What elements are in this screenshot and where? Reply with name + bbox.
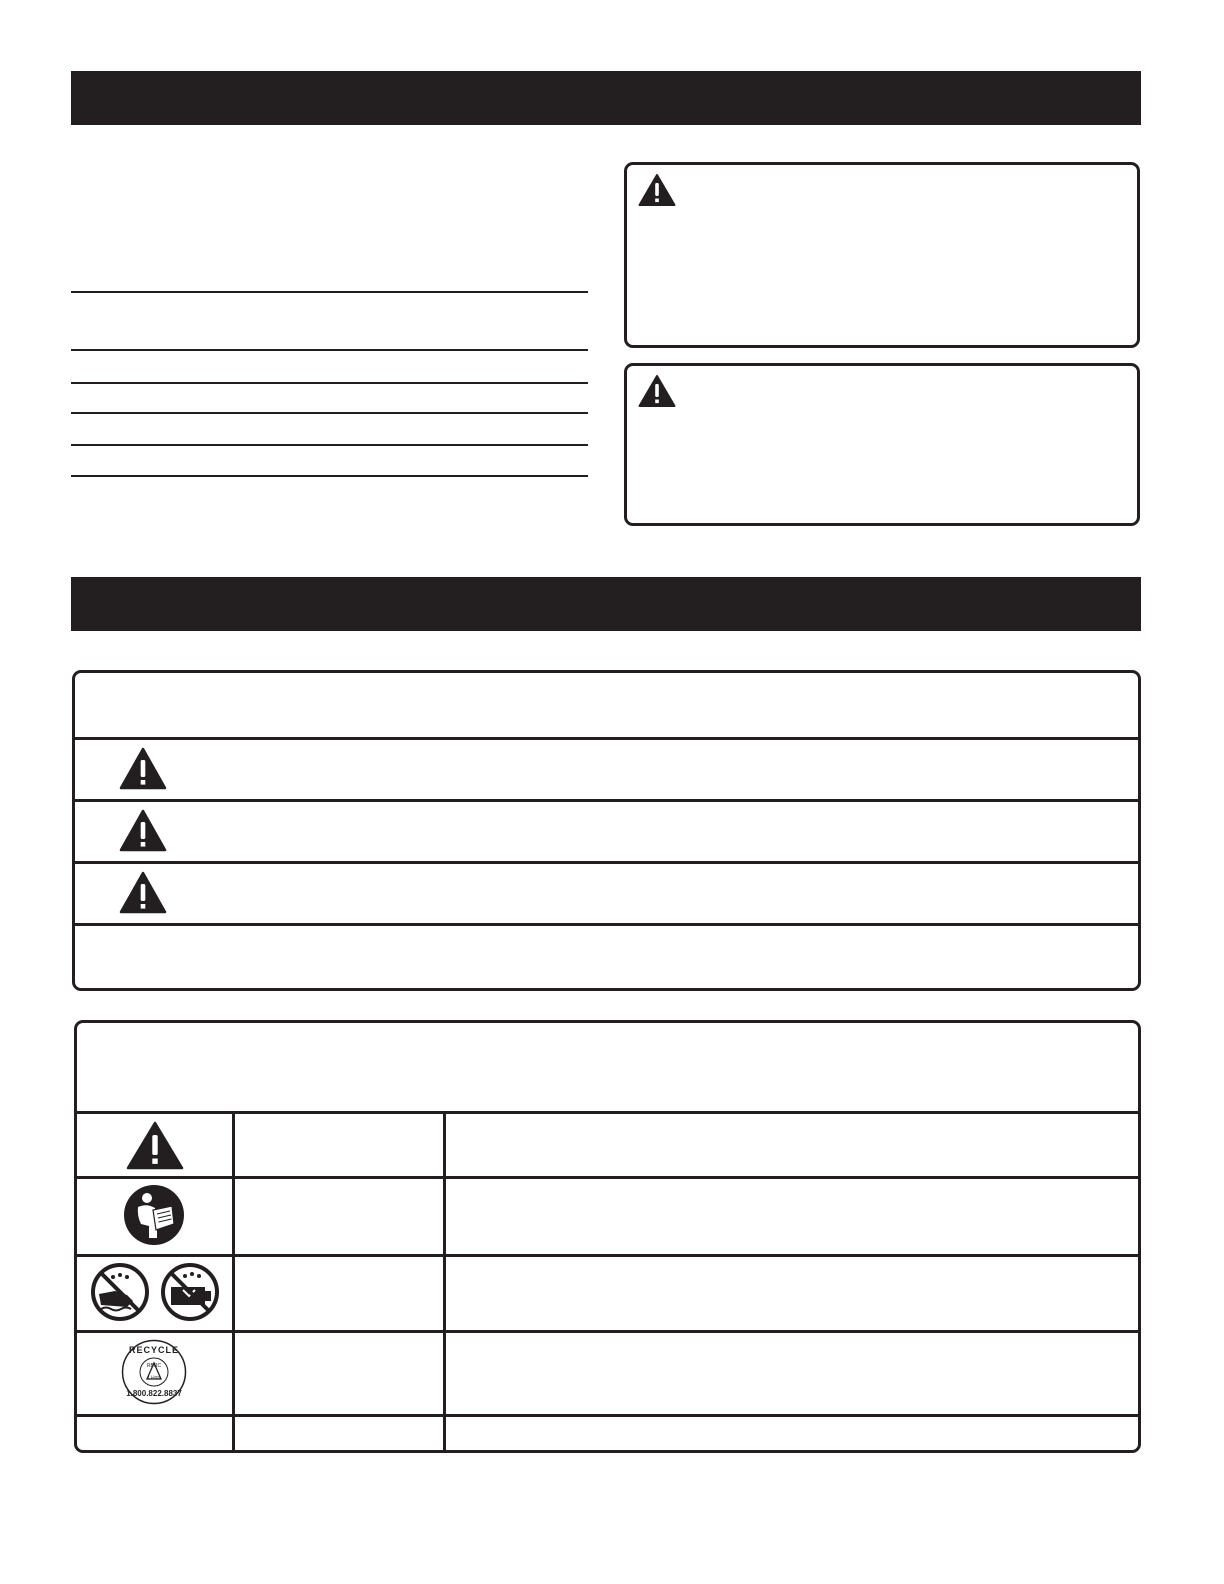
warning-triangle-icon (126, 1121, 184, 1171)
divider-line (71, 349, 588, 351)
table-divider (77, 1111, 1138, 1114)
table-divider (75, 861, 1138, 864)
recycle-seal-small: Li-ion (147, 1375, 161, 1381)
table-divider (77, 1414, 1138, 1417)
warning-box (624, 363, 1140, 526)
warning-triangle-icon (119, 871, 167, 915)
table-divider (77, 1330, 1138, 1333)
divider-line (71, 475, 588, 477)
table-divider (77, 1254, 1138, 1257)
section-header-bar (71, 577, 1141, 631)
table-divider (75, 737, 1138, 740)
table-divider (77, 1176, 1138, 1179)
recycle-seal-top: RECYCLE (128, 1345, 179, 1355)
signal-word-table (72, 670, 1141, 991)
divider-line (71, 382, 588, 384)
section-header-bar (71, 71, 1141, 125)
divider-line (71, 291, 588, 293)
column-divider (232, 1111, 235, 1450)
recycle-seal-phone: 1.800.822.8837 (126, 1389, 182, 1398)
warning-triangle-icon (119, 747, 167, 791)
no-wet-conditions-icon (89, 1261, 223, 1323)
warning-triangle-icon (638, 173, 676, 207)
recycle-seal-icon (121, 1339, 187, 1405)
symbol-table (74, 1020, 1141, 1453)
column-divider (443, 1111, 446, 1450)
warning-triangle-icon (119, 809, 167, 853)
warning-box (624, 162, 1140, 348)
divider-line (71, 444, 588, 446)
divider-line (71, 412, 588, 414)
read-manual-icon (123, 1184, 185, 1246)
recycle-seal-mid: RBRC (146, 1363, 162, 1369)
table-divider (75, 923, 1138, 926)
table-divider (75, 799, 1138, 802)
warning-triangle-icon (638, 374, 676, 408)
